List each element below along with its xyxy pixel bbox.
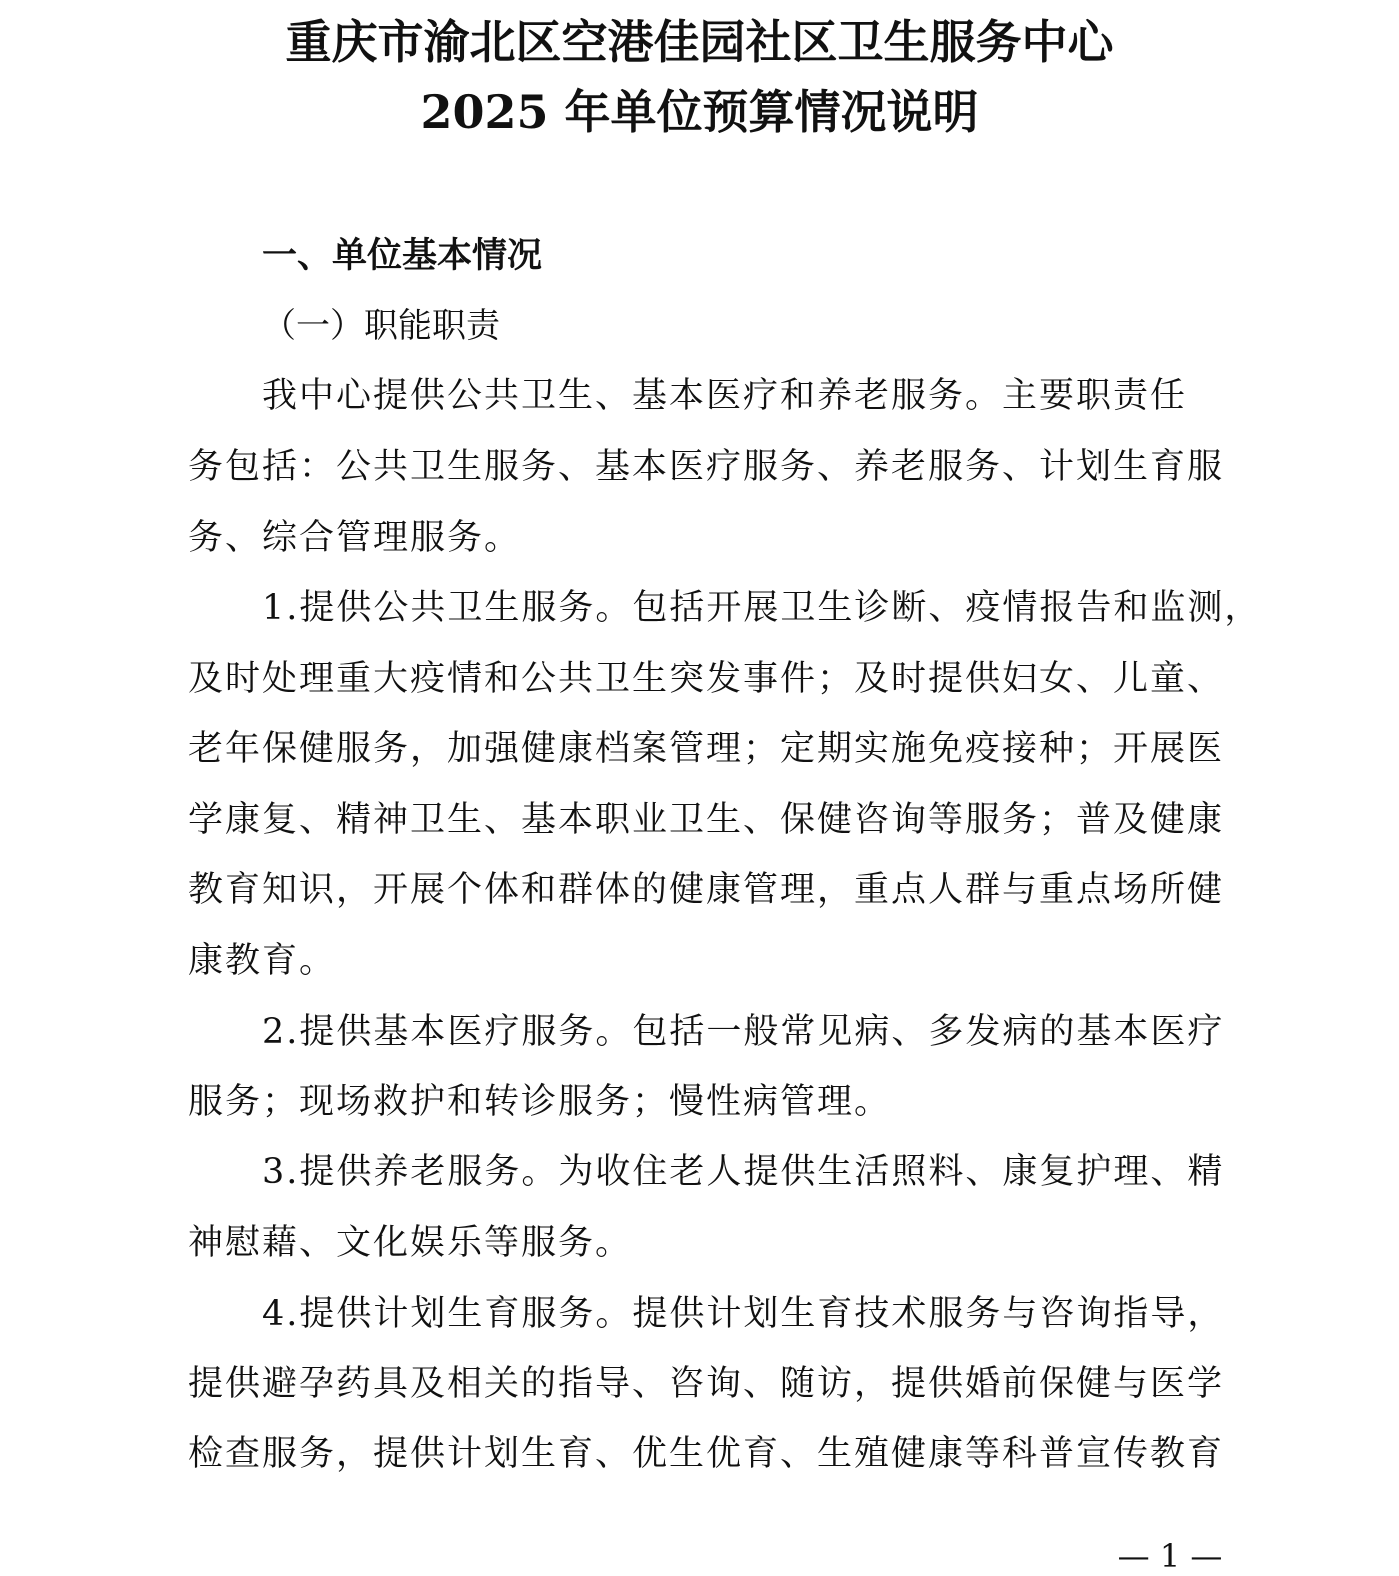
paragraph-line: 我中心提供公共卫生、基本医疗和养老服务。主要职责任: [262, 376, 1188, 416]
paragraph-line: 神慰藉、文化娱乐等服务。: [188, 1223, 633, 1263]
paragraph-line: 提供避孕药具及相关的指导、咨询、随访，提供婚前保健与医学: [188, 1364, 1225, 1404]
paragraph-line: 及时处理重大疫情和公共卫生突发事件；及时提供妇女、儿童、: [188, 659, 1225, 699]
document-title-line-2: 2025 年单位预算情况说明: [420, 85, 979, 139]
paragraph-line: 检查服务，提供计划生育、优生优育、生殖健康等科普宣传教育: [188, 1434, 1225, 1474]
document-title-line-1: 重庆市渝北区空港佳园社区卫生服务中心: [285, 15, 1114, 69]
section-heading-basic-info: 一、单位基本情况: [262, 236, 543, 276]
page-number: — 1 —: [1117, 1537, 1223, 1575]
paragraph-line: 康教育。: [188, 941, 337, 981]
paragraph-line: 学康复、精神卫生、基本职业卫生、保健咨询等服务；普及健康: [188, 800, 1225, 840]
paragraph-line: 务包括：公共卫生服务、基本医疗服务、养老服务、计划生育服: [188, 447, 1225, 487]
subsection-heading-functions: （一）职能职责: [262, 306, 500, 346]
paragraph-line: 老年保健服务，加强健康档案管理；定期实施免疫接种；开展医: [188, 729, 1225, 769]
paragraph-line: 教育知识，开展个体和群体的健康管理，重点人群与重点场所健: [188, 870, 1225, 910]
paragraph-line: 务、综合管理服务。: [188, 518, 522, 558]
paragraph-line: 1.提供公共卫生服务。包括开展卫生诊断、疫情报告和监测，: [262, 588, 1262, 628]
paragraph-line: 3.提供养老服务。为收住老人提供生活照料、康复护理、精: [262, 1152, 1225, 1192]
paragraph-line: 服务；现场救护和转诊服务；慢性病管理。: [188, 1082, 892, 1122]
paragraph-line: 2.提供基本医疗服务。包括一般常见病、多发病的基本医疗: [262, 1012, 1225, 1052]
paragraph-line: 4.提供计划生育服务。提供计划生育技术服务与咨询指导，: [262, 1294, 1225, 1334]
